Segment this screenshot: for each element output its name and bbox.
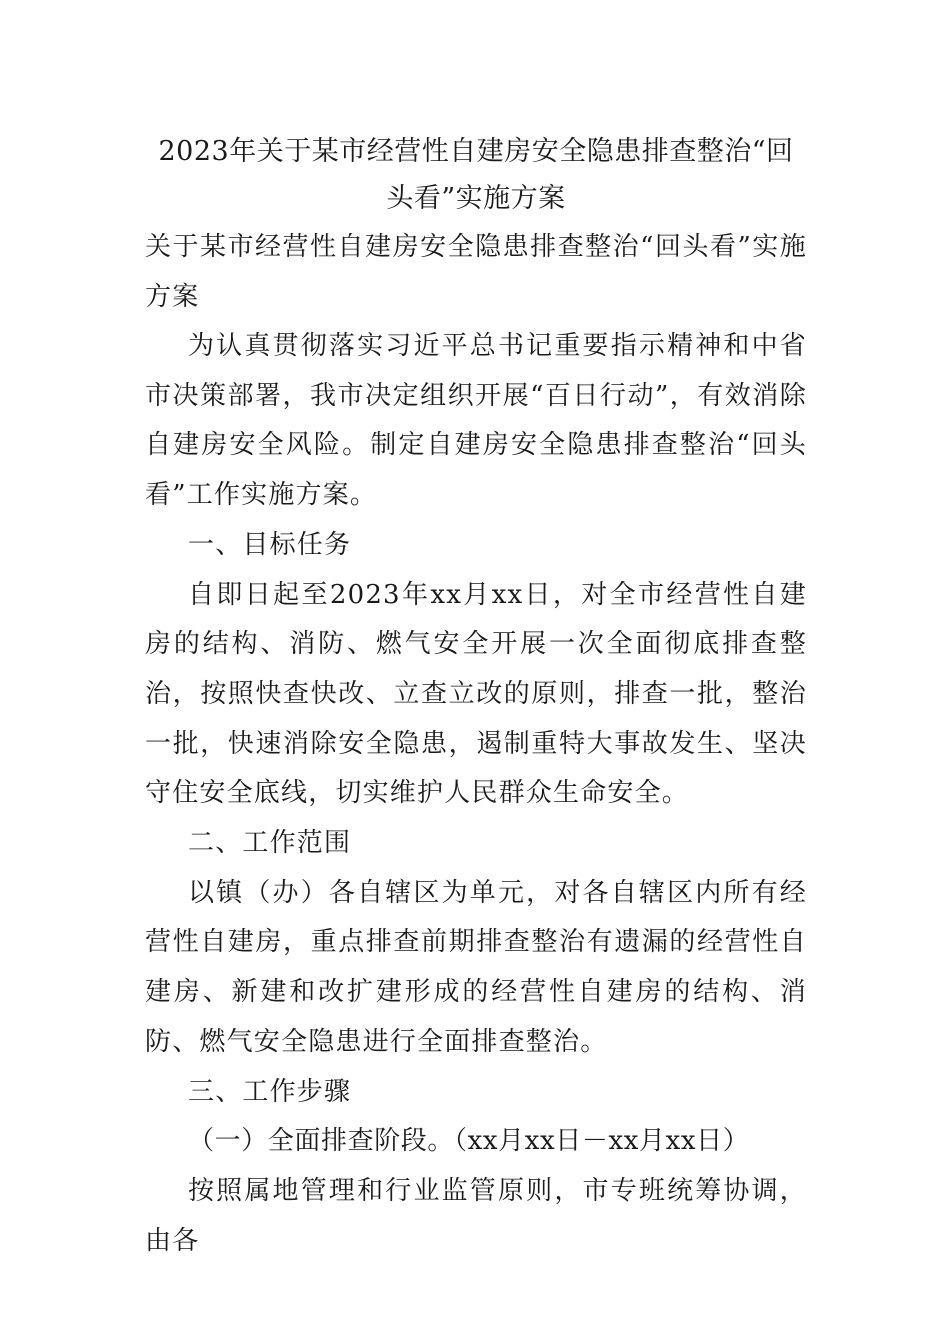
- section-body-goals: 自即日起至2023年xx月xx日，对全市经营性自建房的结构、消防、燃气安全开展一次全面彻底排查整治，按照快查快改、立查立改的原则，排查一批，整治一批，快速消除安全隐患，遏制重特大事故发生、坚决守住安全底线，切实维护人民群众生命安全。: [145, 579, 807, 809]
- intro-paragraph: 为认真贯彻落实习近平总书记重要指示精神和中省市决策部署，我市决定组织开展“百日行动”，有效消除自建房安全风险。制定自建房安全隐患排查整治“回头看”工作实施方案。: [145, 331, 807, 511]
- section-heading-scope: 二、工作范围: [188, 828, 352, 859]
- section-heading-steps: 三、工作步骤: [188, 1076, 352, 1107]
- section-body-steps: 按照属地管理和行业监管原则，市专班统筹协调，由各: [145, 1175, 807, 1256]
- section-heading-goals: 一、目标任务: [188, 529, 352, 560]
- document-page: [145, 128, 807, 1266]
- document-title: 2023年关于某市经营性自建房安全隐患排查整治“回头看”实施方案: [158, 136, 794, 214]
- section-subheading-inspection: （一）全面排查阶段。（xx月xx日－xx月xx日）: [188, 1126, 750, 1157]
- section-body-scope: 以镇（办）各自辖区为单元，对各自辖区内所有经营性自建房，重点排查前期排查整治有遗漏的经营性自建房、新建和改扩建形成的经营性自建房的结构、消防、燃气安全隐患进行全面排查整治。: [145, 877, 807, 1057]
- document-subtitle: 关于某市经营性自建房安全隐患排查整治“回头看”实施方案: [145, 232, 807, 312]
